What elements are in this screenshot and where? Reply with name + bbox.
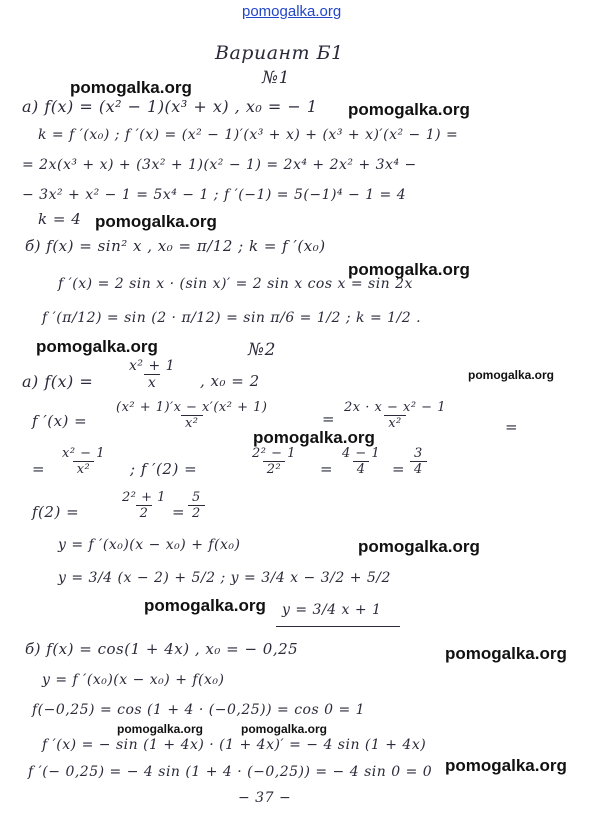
fraction-denominator: 2² (263, 461, 285, 477)
task2a-line5: y = f ′(x₀)(x − x₀) + f(x₀) (58, 537, 241, 553)
variant-title: Вариант Б1 (215, 42, 344, 64)
fraction-numerator: 2x · x − x² − 1 (344, 400, 446, 415)
task2a-line4-prefix: f(2) = (32, 503, 80, 521)
task1a-line2: k = f ′(x₀) ; f ′(x) = (x² − 1)′(x³ + x) + (x³ + x)′(x² − 1) = (38, 127, 459, 143)
task2b-line1: б) f(x) = cos(1 + 4x) , x₀ = − 0,25 (25, 640, 299, 658)
watermark-label[interactable]: pomogalka.org (445, 644, 567, 663)
fraction-numerator: (x² + 1)′x − x′(x² + 1) (116, 400, 268, 415)
fraction-numerator: 4 − 1 (342, 446, 381, 461)
task2a-line1-prefix: а) f(x) = (22, 372, 94, 391)
fraction-numerator: 3 (414, 446, 423, 461)
task-1-heading: №1 (262, 68, 290, 88)
watermark-label[interactable]: pomogalka.org (117, 722, 204, 736)
watermark-label[interactable]: pomogalka.org (348, 100, 470, 119)
fraction-denominator: 4 (353, 461, 370, 477)
watermark-label[interactable]: pomogalka.org (348, 260, 470, 279)
task2a-line3-fraction3 (338, 446, 384, 477)
task-2-heading: №2 (248, 340, 276, 360)
task2b-line3: f(−0,25) = cos (1 + 4 · (−0,25)) = cos 0 = 1 (32, 702, 366, 718)
task2a-line1-suffix: , x₀ = 2 (200, 372, 260, 390)
watermark-label[interactable]: pomogalka.org (36, 337, 158, 356)
task2b-line5: f ′(− 0,25) = − 4 sin (1 + 4 · (−0,25)) = − 4 sin 0 = 0 (28, 764, 433, 780)
fraction-numerator: 2² − 1 (252, 446, 296, 461)
task2a-line2-fraction1 (112, 400, 271, 431)
watermark-label[interactable]: pomogalka.org (95, 212, 217, 231)
task2b-line4: f ′(x) = − sin (1 + 4x) · (1 + 4x)′ = − 4 sin (1 + 4x) (42, 737, 427, 753)
task2a-line3-mid: ; f ′(2) = (130, 460, 198, 478)
watermark-label[interactable]: pomogalka.org (445, 756, 567, 775)
fraction-denominator: 2 (188, 505, 205, 521)
fraction-denominator: x² (73, 461, 95, 477)
task2a-line3-equals: = (320, 460, 334, 478)
task2a-answer: y = 3/4 x + 1 (282, 602, 382, 618)
watermark-label[interactable]: pomogalka.org (241, 722, 328, 736)
fraction-denominator: 4 (410, 461, 427, 477)
fraction-denominator: 2 (136, 505, 153, 521)
task2a-line2-prefix: f ′(x) = (32, 412, 88, 430)
task2a-line4-fraction2 (188, 490, 205, 521)
task2a-line6: y = 3/4 (x − 2) + 5/2 ; y = 3/4 x − 3/2 + 5/2 (58, 570, 391, 586)
task2a-line2-fraction2 (340, 400, 450, 431)
task2a-line4-fraction1 (118, 490, 170, 521)
task1b-line1: б) f(x) = sin² x , x₀ = π/12 ; k = f ′(x₀) (25, 237, 326, 255)
fraction-denominator: x² (181, 415, 203, 431)
task2a-line4-equals: = (172, 503, 186, 521)
task2a-line3-equals2: = (392, 460, 406, 478)
task1b-line3: f ′(π/12) = sin (2 · π/12) = sin π/6 = 1/2 ; k = 1/2 . (42, 310, 422, 326)
task2a-line3-fraction1 (58, 446, 109, 477)
fraction-numerator: 5 (192, 490, 201, 505)
task2a-line1-fraction (125, 358, 179, 391)
task2b-line2: y = f ′(x₀)(x − x₀) + f(x₀) (42, 672, 225, 688)
watermark-label[interactable]: pomogalka.org (144, 596, 266, 615)
task1a-line3: = 2x(x³ + x) + (3x² + 1)(x² − 1) = 2x⁴ + 2x² + 3x⁴ − (22, 157, 417, 173)
task1a-line5: k = 4 (38, 210, 82, 228)
task1b-line2: f ′(x) = 2 sin x · (sin x)′ = 2 sin x cos x = sin 2x (58, 276, 413, 292)
task2a-line3-fraction2 (248, 446, 300, 477)
task1a-line4: − 3x² + x² − 1 = 5x⁴ − 1 ; f ′(−1) = 5(−1)⁴ − 1 = 4 (22, 187, 407, 203)
task2a-line3-prefix: = (32, 460, 46, 478)
watermark-top[interactable]: pomogalka.org (242, 3, 342, 20)
task2a-line2-end: = (505, 418, 519, 436)
watermark-label[interactable]: pomogalka.org (358, 537, 480, 556)
fraction-numerator: 2² + 1 (122, 490, 166, 505)
page-number: − 37 − (238, 790, 292, 806)
fraction-denominator: x² (384, 415, 406, 431)
watermark-label[interactable]: pomogalka.org (70, 78, 192, 97)
task2a-line3-fraction4 (410, 446, 427, 477)
fraction-numerator: x² + 1 (129, 358, 176, 374)
answer-underline (276, 626, 400, 627)
task2a-line2-equals: = (322, 410, 336, 428)
task1a-line1: а) f(x) = (x² − 1)(x³ + x) , x₀ = − 1 (22, 97, 318, 116)
fraction-denominator: x (144, 374, 160, 391)
fraction-numerator: x² − 1 (62, 446, 105, 461)
watermark-label[interactable]: pomogalka.org (253, 428, 375, 447)
watermark-label[interactable]: pomogalka.org (468, 368, 555, 382)
